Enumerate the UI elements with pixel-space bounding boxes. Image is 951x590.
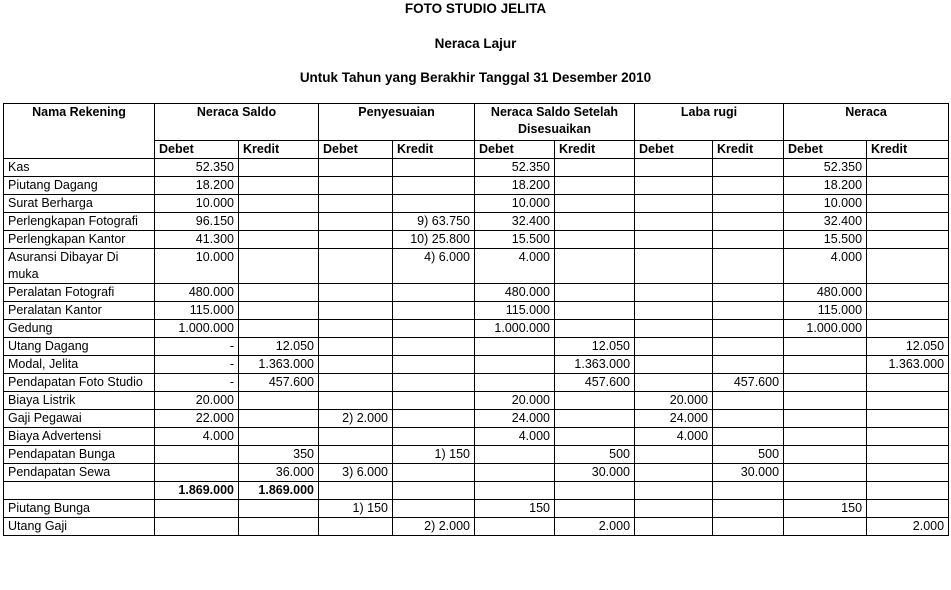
credit-cell [555,213,635,231]
worksheet-body [4,159,949,536]
credit-cell [867,195,949,213]
debit-cell [635,159,713,177]
debit-cell [155,500,239,518]
account-name-cell: Piutang Dagang [4,177,155,195]
credit-cell [713,428,784,446]
debit-cell [319,249,393,284]
debit-cell [155,518,239,536]
debit-cell [635,338,713,356]
credit-cell [555,177,635,195]
credit-cell: 30.000 [555,464,635,482]
table-row [4,446,949,464]
account-name-cell: Gaji Pegawai [4,410,155,428]
credit-cell [555,159,635,177]
credit-cell [393,159,475,177]
account-name-cell: Biaya Advertensi [4,428,155,446]
debit-cell [475,464,555,482]
report-period: Untuk Tahun yang Berakhir Tanggal 31 Desember 2010 [299,70,652,85]
table-row [4,482,949,500]
debit-cell [635,500,713,518]
credit-cell [239,428,319,446]
header-row-groups [4,104,949,141]
credit-cell [239,159,319,177]
credit-cell [713,302,784,320]
credit-cell [713,392,784,410]
credit-cell [393,195,475,213]
credit-cell: 1) 150 [393,446,475,464]
account-name-cell: Pendapatan Bunga [4,446,155,464]
credit-cell [239,518,319,536]
debit-cell [784,356,867,374]
debit-cell: 52.350 [475,159,555,177]
credit-cell [713,195,784,213]
debit-cell [319,392,393,410]
credit-cell [393,410,475,428]
credit-cell [713,356,784,374]
credit-cell: 1.869.000 [239,482,319,500]
debit-cell: 52.350 [784,159,867,177]
debit-cell: 18.200 [475,177,555,195]
debit-cell [784,518,867,536]
debit-cell: 150 [784,500,867,518]
table-row [4,320,949,338]
account-name-cell: Surat Berharga [4,195,155,213]
credit-cell [555,195,635,213]
credit-cell [713,177,784,195]
account-name-cell: Kas [4,159,155,177]
header-debit: Debet [155,141,239,159]
debit-cell [319,518,393,536]
credit-cell [867,464,949,482]
credit-cell [555,320,635,338]
credit-cell: 2.000 [867,518,949,536]
debit-cell: 480.000 [155,284,239,302]
debit-cell [635,177,713,195]
debit-cell [319,213,393,231]
debit-cell [319,356,393,374]
account-name-cell: Utang Dagang [4,338,155,356]
debit-cell: 20.000 [635,392,713,410]
worksheet-table [3,103,949,536]
credit-cell [239,195,319,213]
debit-cell [319,159,393,177]
account-name-cell: Perlengkapan Kantor [4,231,155,249]
table-row [4,392,949,410]
table-row [4,231,949,249]
debit-cell: 20.000 [475,392,555,410]
credit-cell [867,249,949,284]
account-name-cell: Pendapatan Foto Studio [4,374,155,392]
debit-cell [475,518,555,536]
debit-cell [475,446,555,464]
debit-cell [319,177,393,195]
debit-cell [319,338,393,356]
credit-cell: 500 [713,446,784,464]
header-credit: Kredit [239,141,319,159]
account-name-cell: Biaya Listrik [4,392,155,410]
debit-cell: - [155,374,239,392]
table-row [4,249,949,284]
debit-cell: 10.000 [155,249,239,284]
debit-cell: - [155,338,239,356]
debit-cell [784,374,867,392]
header-credit: Kredit [393,141,475,159]
debit-cell: 115.000 [155,302,239,320]
credit-cell [239,284,319,302]
debit-cell: 15.500 [475,231,555,249]
debit-cell [319,428,393,446]
credit-cell: 1.363.000 [867,356,949,374]
credit-cell [393,482,475,500]
account-name-cell: Pendapatan Sewa [4,464,155,482]
table-row [4,374,949,392]
table-row [4,410,949,428]
credit-cell: 12.050 [867,338,949,356]
credit-cell [867,410,949,428]
credit-cell [393,177,475,195]
credit-cell [393,392,475,410]
debit-cell [635,446,713,464]
header-group-adjustments: Penyesuaian [319,104,475,141]
table-row [4,500,949,518]
debit-cell: 10.000 [475,195,555,213]
credit-cell: 10) 25.800 [393,231,475,249]
debit-cell: 41.300 [155,231,239,249]
debit-cell: 1.000.000 [784,320,867,338]
credit-cell [713,284,784,302]
credit-cell [713,213,784,231]
credit-cell [555,482,635,500]
header-credit: Kredit [713,141,784,159]
debit-cell: 52.350 [155,159,239,177]
debit-cell: 4.000 [475,428,555,446]
debit-cell: 1.869.000 [155,482,239,500]
credit-cell: 2) 2.000 [393,518,475,536]
account-name-cell: Perlengkapan Fotografi [4,213,155,231]
credit-cell [867,482,949,500]
debit-cell [155,464,239,482]
credit-cell: 4) 6.000 [393,249,475,284]
credit-cell [555,500,635,518]
credit-cell: 30.000 [713,464,784,482]
credit-cell [393,338,475,356]
credit-cell [555,249,635,284]
debit-cell: 18.200 [784,177,867,195]
debit-cell [784,464,867,482]
debit-cell: 32.400 [784,213,867,231]
debit-cell: 15.500 [784,231,867,249]
debit-cell [635,518,713,536]
credit-cell [713,159,784,177]
debit-cell [635,213,713,231]
debit-cell [475,374,555,392]
debit-cell [475,356,555,374]
credit-cell: 1.363.000 [555,356,635,374]
debit-cell: 480.000 [784,284,867,302]
debit-cell: 3) 6.000 [319,464,393,482]
table-row [4,213,949,231]
credit-cell [867,500,949,518]
header-debit: Debet [475,141,555,159]
credit-cell [393,284,475,302]
debit-cell [155,446,239,464]
debit-cell [319,302,393,320]
credit-cell: 9) 63.750 [393,213,475,231]
debit-cell: - [155,356,239,374]
credit-cell [867,428,949,446]
credit-cell [867,320,949,338]
credit-cell [555,428,635,446]
debit-cell [635,284,713,302]
credit-cell: 1.363.000 [239,356,319,374]
debit-cell: 10.000 [155,195,239,213]
table-row [4,338,949,356]
credit-cell [393,356,475,374]
account-name-cell [4,482,155,500]
credit-cell [393,374,475,392]
credit-cell [239,249,319,284]
credit-cell [713,500,784,518]
debit-cell: 480.000 [475,284,555,302]
account-name-cell: Modal, Jelita [4,356,155,374]
table-row [4,159,949,177]
debit-cell [635,249,713,284]
table-row [4,464,949,482]
credit-cell [555,302,635,320]
credit-cell: 12.050 [239,338,319,356]
table-row [4,284,949,302]
credit-cell: 500 [555,446,635,464]
debit-cell [635,482,713,500]
credit-cell: 457.600 [555,374,635,392]
debit-cell [635,356,713,374]
credit-cell [239,177,319,195]
credit-cell [713,518,784,536]
account-name-cell: Peralatan Kantor [4,302,155,320]
credit-cell [393,428,475,446]
debit-cell [319,231,393,249]
header-group-income-statement: Laba rugi [635,104,784,141]
credit-cell [713,410,784,428]
credit-cell [555,392,635,410]
credit-cell [867,392,949,410]
credit-cell [867,284,949,302]
credit-cell: 457.600 [713,374,784,392]
credit-cell [867,446,949,464]
debit-cell [784,482,867,500]
header-group-balance-sheet: Neraca [784,104,949,141]
header-credit: Kredit [867,141,949,159]
company-name: FOTO STUDIO JELITA [404,1,547,16]
credit-cell [713,320,784,338]
credit-cell [555,284,635,302]
credit-cell: 457.600 [239,374,319,392]
credit-cell [555,410,635,428]
credit-cell [239,410,319,428]
debit-cell [784,428,867,446]
debit-cell [784,392,867,410]
table-row [4,356,949,374]
debit-cell [635,302,713,320]
debit-cell: 115.000 [784,302,867,320]
credit-cell [713,249,784,284]
account-name-cell: Gedung [4,320,155,338]
debit-cell: 4.000 [155,428,239,446]
debit-cell: 150 [475,500,555,518]
table-row [4,428,949,446]
debit-cell: 96.150 [155,213,239,231]
debit-cell: 4.000 [475,249,555,284]
credit-cell [713,338,784,356]
credit-cell [239,320,319,338]
debit-cell: 18.200 [155,177,239,195]
debit-cell: 10.000 [784,195,867,213]
account-name-cell: Utang Gaji [4,518,155,536]
debit-cell [635,231,713,249]
credit-cell [239,392,319,410]
debit-cell [319,446,393,464]
debit-cell: 115.000 [475,302,555,320]
credit-cell [867,302,949,320]
credit-cell [713,231,784,249]
credit-cell [239,231,319,249]
debit-cell [635,464,713,482]
debit-cell [319,374,393,392]
debit-cell [635,374,713,392]
credit-cell [393,302,475,320]
credit-cell [867,177,949,195]
debit-cell: 20.000 [155,392,239,410]
table-row [4,302,949,320]
credit-cell: 36.000 [239,464,319,482]
debit-cell [635,195,713,213]
debit-cell [319,482,393,500]
debit-cell: 24.000 [475,410,555,428]
debit-cell: 1) 150 [319,500,393,518]
table-row [4,195,949,213]
header-debit: Debet [319,141,393,159]
header-group-trial-balance: Neraca Saldo [155,104,319,141]
debit-cell: 2) 2.000 [319,410,393,428]
credit-cell [867,159,949,177]
account-name-cell: Asuransi Dibayar Di muka [4,249,155,284]
credit-cell [393,464,475,482]
credit-cell: 350 [239,446,319,464]
debit-cell [475,338,555,356]
debit-cell: 1.000.000 [475,320,555,338]
header-group-adjusted-trial-balance: Neraca Saldo Setelah Disesuaikan [475,104,635,141]
account-name-cell: Piutang Bunga [4,500,155,518]
debit-cell: 1.000.000 [155,320,239,338]
credit-cell [867,374,949,392]
header-account: Nama Rekening [4,104,155,159]
debit-cell [319,195,393,213]
credit-cell: 2.000 [555,518,635,536]
debit-cell [784,410,867,428]
credit-cell [239,302,319,320]
debit-cell [319,320,393,338]
header-debit: Debet [635,141,713,159]
credit-cell [867,213,949,231]
table-row [4,177,949,195]
credit-cell [239,500,319,518]
debit-cell [635,320,713,338]
table-row [4,518,949,536]
credit-cell [239,213,319,231]
debit-cell [319,284,393,302]
credit-cell [713,482,784,500]
debit-cell: 4.000 [635,428,713,446]
credit-cell [555,231,635,249]
report-name: Neraca Lajur [434,36,517,51]
debit-cell [784,338,867,356]
account-name-cell: Peralatan Fotografi [4,284,155,302]
debit-cell: 32.400 [475,213,555,231]
debit-cell [475,482,555,500]
credit-cell [393,320,475,338]
header-debit: Debet [784,141,867,159]
debit-cell: 4.000 [784,249,867,284]
credit-cell [393,500,475,518]
credit-cell: 12.050 [555,338,635,356]
credit-cell [867,231,949,249]
header-credit: Kredit [555,141,635,159]
debit-cell: 22.000 [155,410,239,428]
debit-cell: 24.000 [635,410,713,428]
debit-cell [784,446,867,464]
